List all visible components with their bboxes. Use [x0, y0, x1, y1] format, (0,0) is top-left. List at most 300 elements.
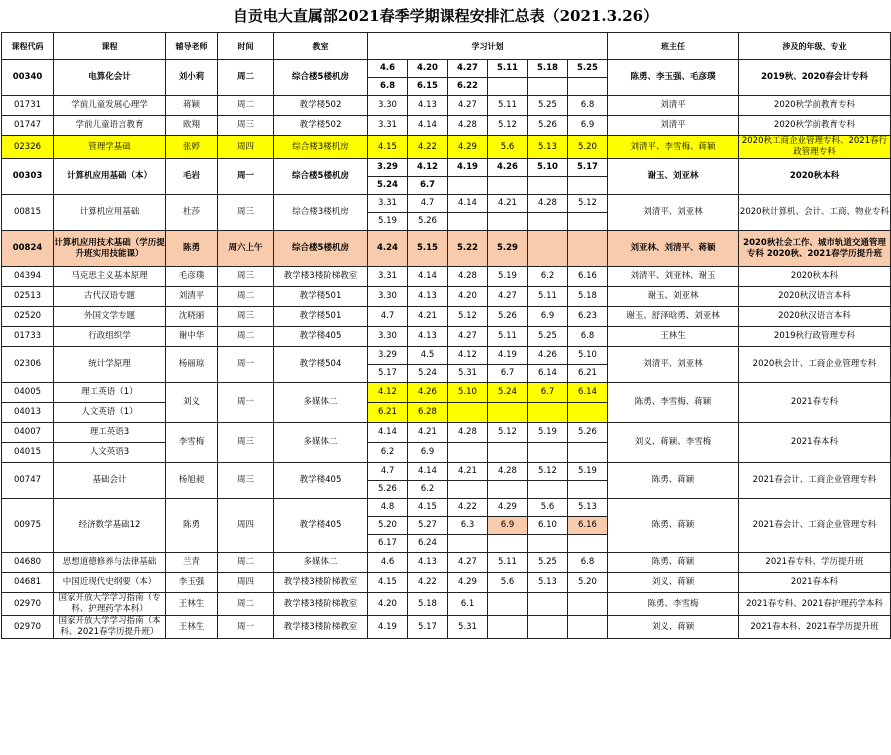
- table-row: [2, 231, 891, 267]
- grade-major: 2021春会计、工商企业管理专科: [739, 463, 891, 499]
- plan-date: [568, 231, 608, 267]
- plan-date: [488, 535, 528, 553]
- plan-date: 4.29: [448, 573, 488, 593]
- table-row: [2, 616, 891, 639]
- plan-date: 4.27: [488, 287, 528, 307]
- teacher: 刘清平: [166, 287, 218, 307]
- class-time: 周三: [218, 267, 274, 287]
- class-time: 周三: [218, 423, 274, 463]
- plan-date: 5.26: [408, 213, 448, 231]
- plan-date: 6.15: [408, 78, 448, 96]
- plan-date: 5.19: [488, 267, 528, 287]
- plan-date: 5.26: [488, 307, 528, 327]
- plan-date: 4.28: [448, 423, 488, 443]
- plan-date: 5.19: [528, 423, 568, 443]
- plan-date: 4.20: [408, 60, 448, 78]
- table-row: [2, 593, 891, 616]
- table-row: [2, 573, 891, 593]
- grade-major: 2019秋行政管理专科: [739, 327, 891, 347]
- plan-date: 4.24: [368, 231, 408, 267]
- teacher: 张婷: [166, 136, 218, 159]
- page-title: 自贡电大直属部2021春季学期课程安排汇总表（2021.3.26）: [232, 7, 659, 25]
- course-code: 04005: [2, 383, 54, 403]
- plan-date: 4.13: [408, 96, 448, 116]
- plan-date: [448, 403, 488, 423]
- plan-date: 4.26: [408, 383, 448, 403]
- plan-date: 6.8: [568, 553, 608, 573]
- classroom: 教学楼3楼阶梯教室: [274, 616, 368, 639]
- plan-date: [488, 78, 528, 96]
- plan-date: 6.1: [448, 593, 488, 616]
- plan-date: 3.31: [368, 195, 408, 213]
- course-name: 中国近现代史纲要（本）: [54, 573, 166, 593]
- classroom: 教学楼405: [274, 499, 368, 553]
- plan-date: 4.21: [448, 463, 488, 481]
- plan-date: [448, 535, 488, 553]
- plan-date: 3.30: [368, 287, 408, 307]
- plan-date: 5.22: [448, 231, 488, 267]
- plan-date: 4.28: [488, 463, 528, 481]
- header-course: 课程: [54, 33, 166, 60]
- plan-date: 5.17: [568, 159, 608, 177]
- head-teacher: 刘义、蒋颖: [608, 616, 739, 639]
- course-name: 统计学原理: [54, 347, 166, 383]
- classroom: 教学楼405: [274, 327, 368, 347]
- head-teacher: 刘清平、刘亚林: [608, 195, 739, 231]
- plan-date: 5.24: [408, 365, 448, 383]
- classroom: 教学楼3楼阶梯教室: [274, 593, 368, 616]
- plan-date: 4.12: [448, 347, 488, 365]
- header-room: 教室: [274, 33, 368, 60]
- table-row: [2, 287, 891, 307]
- course-name: 理工英语（1）: [54, 383, 166, 403]
- plan-date: [568, 403, 608, 423]
- course-name: 学前儿童语言教育: [54, 116, 166, 136]
- grade-major: 2021春会计、工商企业管理专科: [739, 499, 891, 553]
- plan-date: 5.31: [448, 365, 488, 383]
- plan-date: 4.7: [368, 307, 408, 327]
- head-teacher: 刘清平、刘亚林: [608, 347, 739, 383]
- teacher: 毛彦璞: [166, 267, 218, 287]
- teacher: 毛岩: [166, 159, 218, 195]
- classroom: 综合楼3楼机房: [274, 136, 368, 159]
- plan-date: 4.27: [448, 327, 488, 347]
- plan-date: 4.20: [448, 287, 488, 307]
- teacher: 蒋颖: [166, 96, 218, 116]
- course-code: 04013: [2, 403, 54, 423]
- course-code: 02306: [2, 347, 54, 383]
- course-code: 02520: [2, 307, 54, 327]
- table-row: [2, 136, 891, 159]
- grade-major: 2020秋汉语言本科: [739, 307, 891, 327]
- plan-date: [448, 177, 488, 195]
- plan-date: 5.12: [488, 423, 528, 443]
- plan-date: [568, 616, 608, 639]
- plan-date: 5.26: [368, 481, 408, 499]
- plan-date: 6.8: [568, 327, 608, 347]
- plan-date: 6.10: [528, 517, 568, 535]
- plan-date: 6.7: [408, 177, 448, 195]
- grade-major: 2020秋汉语言本科: [739, 287, 891, 307]
- class-time: 周二: [218, 327, 274, 347]
- plan-date: [528, 403, 568, 423]
- classroom: 综合楼3楼机房: [274, 195, 368, 231]
- teacher: 王林生: [166, 593, 218, 616]
- plan-date: [488, 403, 528, 423]
- plan-date: [448, 443, 488, 463]
- plan-date: 3.31: [368, 267, 408, 287]
- class-time: 周四: [218, 573, 274, 593]
- plan-date: 4.13: [408, 553, 448, 573]
- plan-date: 5.13: [528, 136, 568, 159]
- plan-date: 4.29: [448, 136, 488, 159]
- classroom: 教学楼502: [274, 96, 368, 116]
- plan-date: [488, 443, 528, 463]
- plan-date: 4.27: [448, 60, 488, 78]
- plan-date: 5.18: [568, 287, 608, 307]
- head-teacher: 刘清平、李雪梅、蒋颖: [608, 136, 739, 159]
- head-teacher: 刘义、蒋颖、李雪梅: [608, 423, 739, 463]
- plan-date: 3.29: [368, 347, 408, 365]
- grade-major: 2021春专科、学历提升班: [739, 553, 891, 573]
- plan-date: [528, 443, 568, 463]
- teacher: 李雪梅: [166, 423, 218, 463]
- plan-date: [568, 177, 608, 195]
- plan-date: 6.9: [408, 443, 448, 463]
- plan-date: 5.17: [368, 365, 408, 383]
- plan-date: 4.20: [368, 593, 408, 616]
- grade-major: 2020秋会计、工商企业管理专科: [739, 347, 891, 383]
- plan-date: 4.12: [368, 383, 408, 403]
- plan-date: 4.29: [488, 499, 528, 517]
- course-code: 04394: [2, 267, 54, 287]
- course-code: 00747: [2, 463, 54, 499]
- plan-date: 4.15: [408, 499, 448, 517]
- teacher: 杜莎: [166, 195, 218, 231]
- plan-date: [568, 593, 608, 616]
- plan-date: 4.27: [448, 96, 488, 116]
- plan-date: 4.19: [488, 347, 528, 365]
- class-time: 周三: [218, 195, 274, 231]
- class-time: 周一: [218, 383, 274, 423]
- plan-date: 4.21: [408, 423, 448, 443]
- grade-major: 2021春本科: [739, 573, 891, 593]
- teacher: 陈勇: [166, 231, 218, 267]
- grade-major: 2020秋社会工作、城市轨道交通管理专科 2020秋、2021春学历提升班: [739, 231, 891, 267]
- plan-date: 6.9: [568, 116, 608, 136]
- plan-date: 4.6: [368, 60, 408, 78]
- course-code: 02970: [2, 616, 54, 639]
- plan-date: 5.6: [488, 573, 528, 593]
- plan-date: 5.12: [448, 307, 488, 327]
- teacher: 刘小莉: [166, 60, 218, 96]
- plan-date: 5.11: [488, 327, 528, 347]
- plan-date: 4.14: [408, 116, 448, 136]
- head-teacher: 谢玉、刘亚林: [608, 159, 739, 195]
- plan-date: 5.12: [488, 116, 528, 136]
- plan-date: [528, 177, 568, 195]
- class-time: 周三: [218, 307, 274, 327]
- course-code: 00815: [2, 195, 54, 231]
- course-name: 电算化会计: [54, 60, 166, 96]
- table-row: [2, 383, 891, 403]
- plan-date: 4.12: [408, 159, 448, 177]
- table-row: [2, 159, 891, 177]
- plan-date: 5.11: [488, 553, 528, 573]
- plan-date: 5.26: [528, 116, 568, 136]
- course-code: 02970: [2, 593, 54, 616]
- teacher: 兰青: [166, 553, 218, 573]
- header-major: 涉及的年级、专业: [739, 33, 891, 60]
- head-teacher: 陈勇、李玉强、毛彦璞: [608, 60, 739, 96]
- plan-date: 6.22: [448, 78, 488, 96]
- header-row: [2, 33, 891, 60]
- class-time: 周二: [218, 593, 274, 616]
- class-time: 周一: [218, 616, 274, 639]
- grade-major: 2020秋本科: [739, 159, 891, 195]
- header-time: 时间: [218, 33, 274, 60]
- schedule-body: [2, 60, 891, 639]
- course-name: 行政组织学: [54, 327, 166, 347]
- header-plan: 学习计划: [368, 33, 608, 60]
- grade-major: 2020秋本科: [739, 267, 891, 287]
- classroom: 多媒体二: [274, 553, 368, 573]
- classroom: 多媒体二: [274, 383, 368, 423]
- plan-date: 4.21: [408, 307, 448, 327]
- plan-date: 5.25: [528, 96, 568, 116]
- classroom: 教学楼504: [274, 347, 368, 383]
- classroom: 教学楼502: [274, 116, 368, 136]
- plan-date: 4.6: [368, 553, 408, 573]
- plan-date: 6.9: [528, 307, 568, 327]
- course-name: 管理学基础: [54, 136, 166, 159]
- course-name: 古代汉语专题: [54, 287, 166, 307]
- plan-date: [528, 78, 568, 96]
- plan-date: 5.10: [568, 347, 608, 365]
- teacher: 杨丽琼: [166, 347, 218, 383]
- class-time: 周二: [218, 553, 274, 573]
- head-teacher: 刘清平: [608, 96, 739, 116]
- plan-date: 5.19: [568, 463, 608, 481]
- course-code: 01733: [2, 327, 54, 347]
- plan-date: 6.2: [368, 443, 408, 463]
- plan-date: 5.24: [368, 177, 408, 195]
- classroom: 综合楼5楼机房: [274, 159, 368, 195]
- class-time: 周六上午: [218, 231, 274, 267]
- plan-date: [568, 78, 608, 96]
- plan-date: 3.31: [368, 116, 408, 136]
- classroom: 教学楼3楼阶梯教室: [274, 573, 368, 593]
- plan-date: 6.9: [488, 517, 528, 535]
- schedule-table: [1, 32, 891, 639]
- plan-date: 5.12: [528, 463, 568, 481]
- plan-date: 6.21: [568, 365, 608, 383]
- plan-date: 5.6: [488, 136, 528, 159]
- plan-date: [528, 616, 568, 639]
- grade-major: 2020秋工商企业管理专科、2021春行政管理专科: [739, 136, 891, 159]
- header-teacher: 辅导老师: [166, 33, 218, 60]
- plan-date: 5.24: [488, 383, 528, 403]
- plan-date: [528, 481, 568, 499]
- plan-date: 4.7: [408, 195, 448, 213]
- course-name: 马克思主义基本原理: [54, 267, 166, 287]
- plan-date: 3.29: [368, 159, 408, 177]
- plan-date: 4.14: [368, 423, 408, 443]
- course-code: 00303: [2, 159, 54, 195]
- grade-major: 2021春本科: [739, 423, 891, 463]
- table-row: [2, 553, 891, 573]
- plan-date: [488, 177, 528, 195]
- plan-date: 5.27: [408, 517, 448, 535]
- plan-date: 6.8: [568, 96, 608, 116]
- plan-date: [528, 213, 568, 231]
- plan-date: 4.22: [408, 573, 448, 593]
- grade-major: 2021春本科、2021春学历提升班: [739, 616, 891, 639]
- plan-date: 5.26: [568, 423, 608, 443]
- plan-date: 5.11: [528, 287, 568, 307]
- classroom: 教学楼501: [274, 307, 368, 327]
- course-name: 国家开放大学学习指南（专科、护理药学本科）: [54, 593, 166, 616]
- table-row: [2, 96, 891, 116]
- plan-date: 4.15: [368, 136, 408, 159]
- head-teacher: 陈勇、李雪梅、蒋颖: [608, 383, 739, 423]
- head-teacher: 刘义、蒋颖: [608, 573, 739, 593]
- plan-date: 5.18: [528, 60, 568, 78]
- head-teacher: 谢玉、刘亚林: [608, 287, 739, 307]
- plan-date: 5.20: [568, 136, 608, 159]
- grade-major: 2020秋学前教育专科: [739, 116, 891, 136]
- class-time: 周一: [218, 347, 274, 383]
- plan-date: 4.22: [408, 136, 448, 159]
- plan-date: [488, 616, 528, 639]
- plan-date: [528, 535, 568, 553]
- plan-date: 4.27: [448, 553, 488, 573]
- head-teacher: 谢玉、舒泽晗勇、刘亚林: [608, 307, 739, 327]
- plan-date: 6.24: [408, 535, 448, 553]
- course-name: 人文英语3: [54, 443, 166, 463]
- course-code: 01747: [2, 116, 54, 136]
- header-code: 课程代码: [2, 33, 54, 60]
- plan-date: 6.14: [528, 365, 568, 383]
- plan-date: [528, 593, 568, 616]
- teacher: 刘义: [166, 383, 218, 423]
- class-time: 周四: [218, 499, 274, 553]
- table-row: [2, 347, 891, 365]
- classroom: 综合楼5楼机房: [274, 231, 368, 267]
- table-row: [2, 327, 891, 347]
- plan-date: [528, 231, 568, 267]
- course-name: 经济数学基础12: [54, 499, 166, 553]
- plan-date: 6.2: [528, 267, 568, 287]
- class-time: 周二: [218, 96, 274, 116]
- teacher: 欧翔: [166, 116, 218, 136]
- classroom: 教学楼3楼阶梯教室: [274, 267, 368, 287]
- head-teacher: 刘清平: [608, 116, 739, 136]
- table-row: [2, 307, 891, 327]
- plan-date: 5.11: [488, 60, 528, 78]
- classroom: 综合楼5楼机房: [274, 60, 368, 96]
- plan-date: 4.26: [488, 159, 528, 177]
- plan-date: 4.28: [448, 267, 488, 287]
- plan-date: [568, 213, 608, 231]
- plan-date: 6.14: [568, 383, 608, 403]
- head-teacher: 陈勇、蒋颖: [608, 499, 739, 553]
- plan-date: 5.15: [408, 231, 448, 267]
- grade-major: 2021春专科、2021春护理药学本科: [739, 593, 891, 616]
- class-time: 周三: [218, 463, 274, 499]
- plan-date: 5.20: [568, 573, 608, 593]
- plan-date: 5.13: [568, 499, 608, 517]
- plan-date: [488, 481, 528, 499]
- course-name: 学前儿童发展心理学: [54, 96, 166, 116]
- plan-date: 4.21: [488, 195, 528, 213]
- grade-major: 2020秋计算机、会计、工商、物业专科: [739, 195, 891, 231]
- plan-date: 6.17: [368, 535, 408, 553]
- class-time: 周二: [218, 60, 274, 96]
- plan-date: 4.13: [408, 327, 448, 347]
- plan-date: 4.8: [368, 499, 408, 517]
- class-time: 周四: [218, 136, 274, 159]
- plan-date: 6.16: [568, 267, 608, 287]
- head-teacher: 刘清平、刘亚林、谢玉: [608, 267, 739, 287]
- plan-date: 4.5: [408, 347, 448, 365]
- plan-date: [488, 593, 528, 616]
- plan-date: 4.7: [368, 463, 408, 481]
- plan-date: 4.13: [408, 287, 448, 307]
- table-row: [2, 499, 891, 517]
- class-time: 周三: [218, 116, 274, 136]
- course-code: 04007: [2, 423, 54, 443]
- grade-major: 2021春专科: [739, 383, 891, 423]
- plan-date: 5.10: [448, 383, 488, 403]
- teacher: 李玉强: [166, 573, 218, 593]
- table-row: [2, 195, 891, 213]
- head-teacher: 陈勇、蒋颖: [608, 553, 739, 573]
- class-time: 周二: [218, 287, 274, 307]
- table-row: [2, 423, 891, 443]
- plan-date: 4.28: [528, 195, 568, 213]
- plan-date: 5.6: [528, 499, 568, 517]
- plan-date: [568, 443, 608, 463]
- plan-date: 5.25: [528, 327, 568, 347]
- plan-date: 6.16: [568, 517, 608, 535]
- course-code: 02513: [2, 287, 54, 307]
- plan-date: 5.13: [528, 573, 568, 593]
- header-head-teacher: 班主任: [608, 33, 739, 60]
- course-code: 04680: [2, 553, 54, 573]
- plan-date: 6.23: [568, 307, 608, 327]
- plan-date: 3.30: [368, 327, 408, 347]
- plan-date: 4.14: [448, 195, 488, 213]
- plan-date: [488, 213, 528, 231]
- plan-date: 4.14: [408, 463, 448, 481]
- grade-major: 2020秋学前教育专科: [739, 96, 891, 116]
- course-name: 外国文学专题: [54, 307, 166, 327]
- course-name: 计算机应用技术基础（学历提升班实用技能课）: [54, 231, 166, 267]
- classroom: 教学楼501: [274, 287, 368, 307]
- plan-date: 5.12: [568, 195, 608, 213]
- plan-date: 6.7: [488, 365, 528, 383]
- plan-date: 5.18: [408, 593, 448, 616]
- head-teacher: 陈勇、李雪梅: [608, 593, 739, 616]
- plan-date: 6.3: [448, 517, 488, 535]
- plan-date: 4.22: [448, 499, 488, 517]
- grade-major: 2019秋、2020春会计专科: [739, 60, 891, 96]
- plan-date: 5.25: [528, 553, 568, 573]
- head-teacher: 王林生: [608, 327, 739, 347]
- course-name: 理工英语3: [54, 423, 166, 443]
- classroom: 多媒体二: [274, 423, 368, 463]
